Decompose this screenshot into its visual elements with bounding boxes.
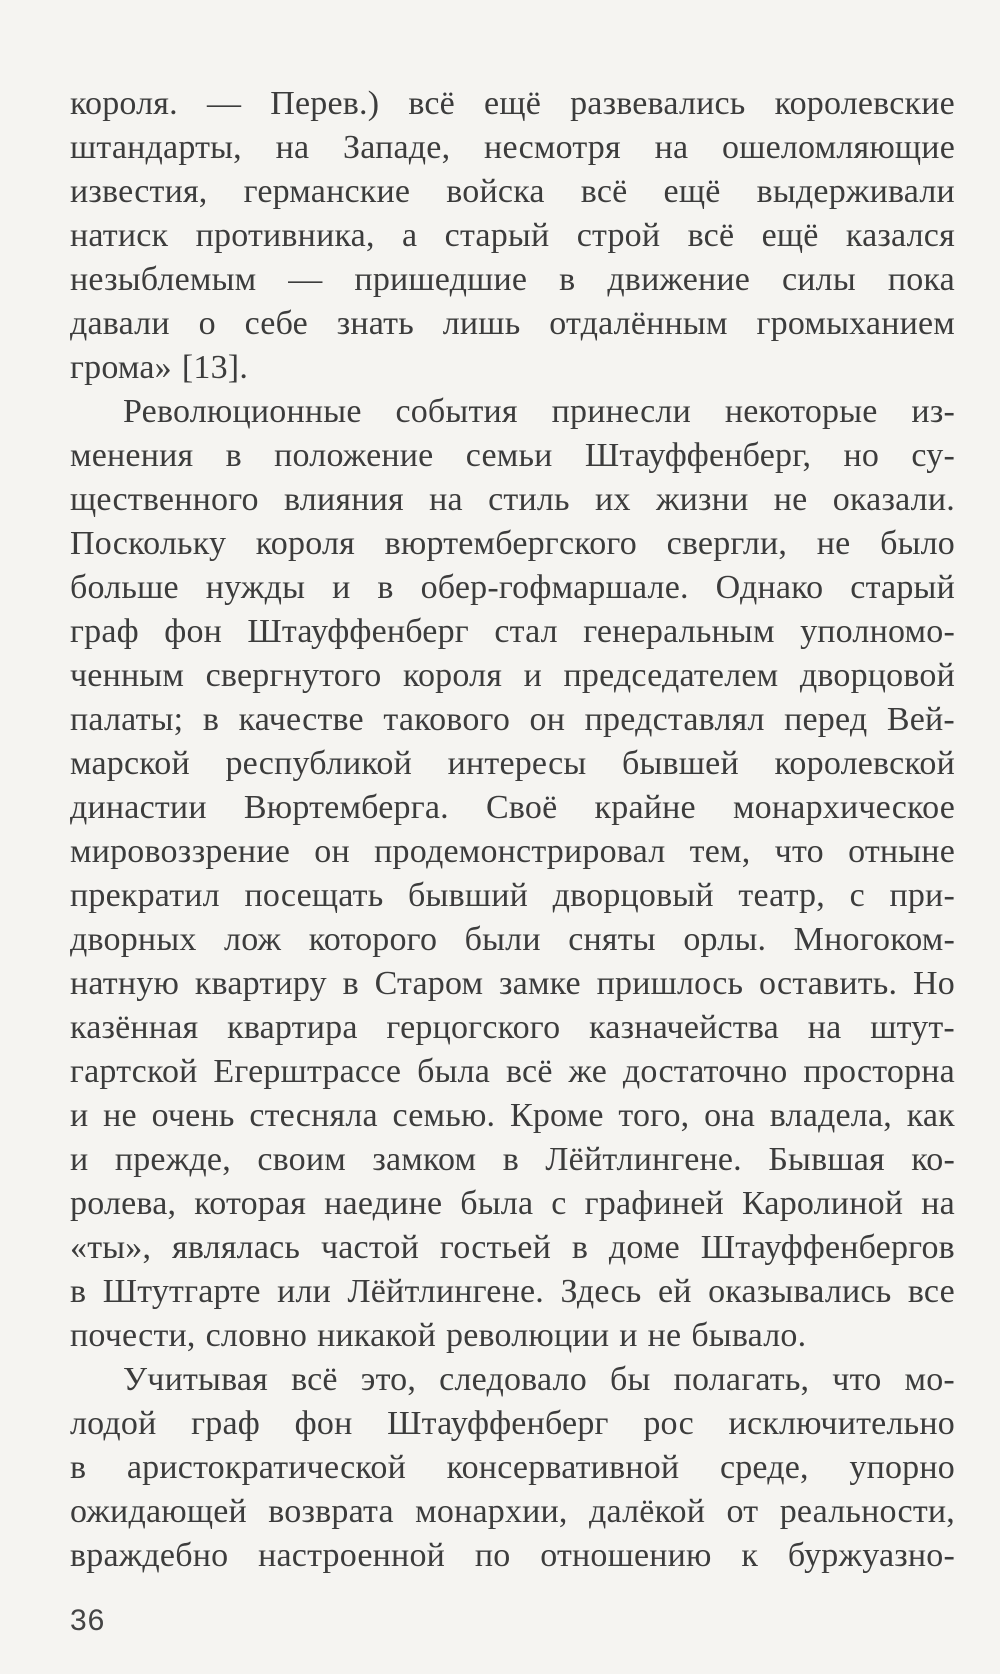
text-line: давали о себе знать лишь отдалённым громыханием	[70, 305, 955, 342]
text-line: династии Вюртемберга. Своё крайне монархическое	[70, 789, 955, 826]
text-line: короля. — Перев.) всё ещё развевались королевские	[70, 85, 955, 122]
paragraph	[70, 82, 955, 390]
text-line: ченным свергнутого короля и председателем дворцовой	[70, 657, 955, 694]
text-line: в аристократической консервативной среде, упорно	[70, 1449, 955, 1486]
text-line: прекратил посещать бывший дворцовый театр, с при-	[70, 877, 955, 914]
text-line: штандарты, на Западе, несмотря на ошеломляющие	[70, 129, 955, 166]
text-line: незыблемым — пришедшие в движение силы пока	[70, 261, 955, 298]
text-line: Революционные события принесли некоторые из-	[123, 393, 955, 430]
text-line: Поскольку короля вюртембергского свергли, не было	[70, 525, 955, 562]
text-line: больше нужды и в обер-гофмаршале. Однако старый	[70, 569, 955, 606]
text-line: ролева, которая наедине была с графиней Каролиной на	[70, 1185, 955, 1222]
text-line: и не очень стесняла семью. Кроме того, она владела, как	[70, 1097, 955, 1134]
text-line: марской республикой интересы бывшей королевской	[70, 745, 955, 782]
text-line: дворных лож которого были сняты орлы. Многоком-	[70, 921, 955, 958]
paragraph	[70, 1358, 955, 1578]
text-line: щественного влияния на стиль их жизни не оказали.	[70, 481, 955, 518]
text-line: грома» [13].	[70, 349, 249, 386]
paragraph	[70, 390, 955, 1358]
text-line: гартской Егерштрассе была всё же достаточно просторна	[70, 1053, 955, 1090]
text-line: враждебно настроенной по отношению к буржуазно-	[70, 1537, 955, 1574]
text-line: почести, словно никакой революции и не бывало.	[70, 1317, 807, 1354]
text-line: менения в положение семьи Штауффенберг, но су-	[70, 437, 955, 474]
text-line: в Штутгарте или Лёйтлингене. Здесь ей оказывались все	[70, 1273, 955, 1310]
text-line: натиск противника, а старый строй всё ещё казался	[70, 217, 955, 254]
page-body	[70, 82, 955, 1578]
text-line: мировоззрение он продемонстрировал тем, что отныне	[70, 833, 955, 870]
text-line: ожидающей возврата монархии, далёкой от реальности,	[70, 1493, 955, 1530]
text-line: и прежде, своим замком в Лёйтлингене. Бывшая ко-	[70, 1141, 955, 1178]
page-number: 36	[70, 1604, 106, 1637]
text-line: казённая квартира герцогского казначейства на штут-	[70, 1009, 955, 1046]
text-line: граф фон Штауффенберг стал генеральным уполномо-	[70, 613, 955, 650]
text-line: Учитывая всё это, следовало бы полагать, что мо-	[123, 1361, 955, 1398]
text-line: натную квартиру в Старом замке пришлось оставить. Но	[70, 965, 955, 1002]
text-line: «ты», являлась частой гостьей в доме Штауффенбергов	[70, 1229, 955, 1266]
text-line: палаты; в качестве такового он представлял перед Вей-	[70, 701, 955, 738]
text-line: известия, германские войска всё ещё выдерживали	[70, 173, 955, 210]
text-line: лодой граф фон Штауффенберг рос исключительно	[70, 1405, 955, 1442]
